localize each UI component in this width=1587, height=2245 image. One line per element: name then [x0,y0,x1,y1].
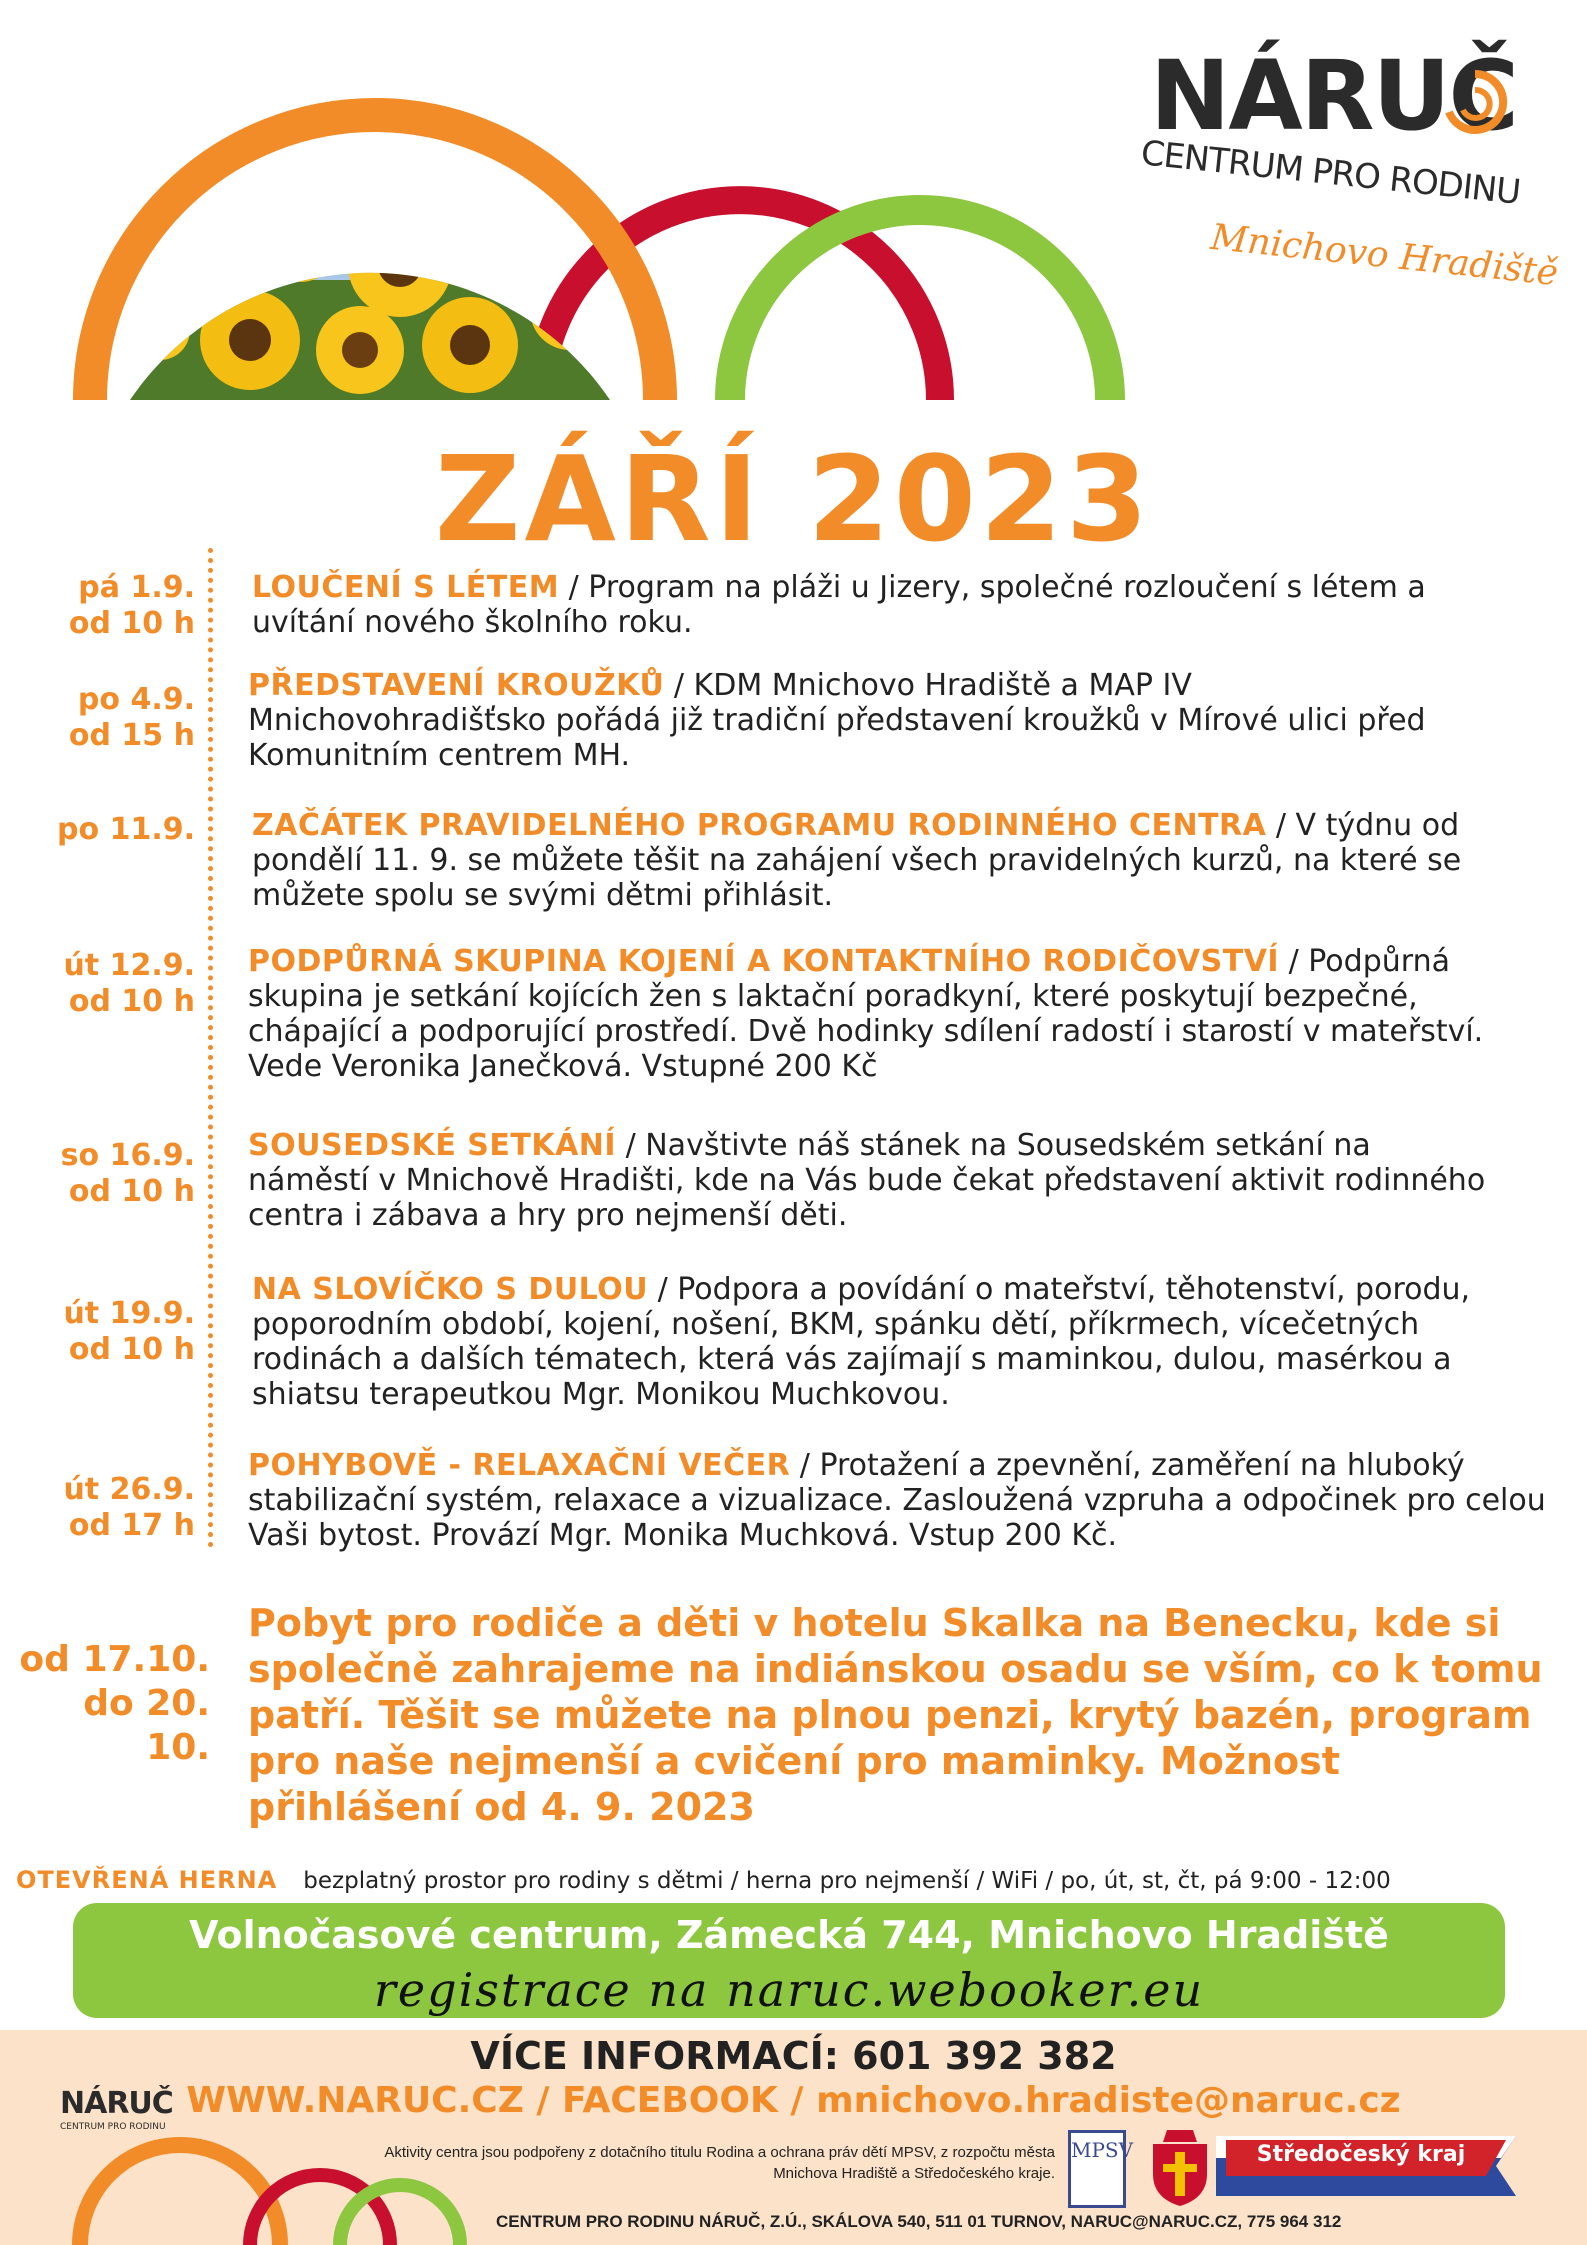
registration-link[interactable]: registrace na naruc.webooker.eu [373,1963,1205,2017]
event-title: PODPŮRNÁ SKUPINA KOJENÍ A KONTAKTNÍHO RODIČOVSTVÍ [248,944,1280,979]
event-description: / Program na pláži u Jizery, společné rozloučení s létem a uvítání nového školního roku. [252,570,1426,640]
event-title: POHYBOVĚ - RELAXAČNÍ VEČER [248,1448,791,1483]
event-title: NA SLOVÍČKO S DULOU [252,1272,649,1307]
event-text [252,1272,1552,1412]
event-text [252,808,1527,913]
web-links[interactable]: WWW.NARUC.CZ / FACEBOOK / mnichovo.hradiste@naruc.cz [186,2080,1401,2121]
stay-text: Pobyt pro rodiče a děti v hotelu Skalka na Benecku, kde si společně zahrajeme na indiánskou osadu se vším, co k tomu patří. Těšit se můžete na plnou penzi, krytý bazén, program pro naše nejmenší a cvičení pro maminky. Možnost přihlášení od 4. 9. 2023 [248,1601,1543,1829]
footer-green-arc [340,2185,460,2245]
event-date: út 19.9. od 10 h [63,1296,195,1367]
event-description: / Podpůrná skupina je setkání kojících žen s laktační poradkyní, které poskytují bezpečné, chápající a podporující prostředí. Dvě hodinky sdílení radostí i starostí v mateřství. Vede Veronika Janečková. Vstupné 200 Kč [248,944,1484,1084]
footer-address: CENTRUM PRO RODINU NÁRUČ, Z.Ú., SKÁLOVA 540, 511 01 TURNOV, NARUC@NARUC.CZ, 775 964 312 [496,2212,1342,2231]
logo-city: Mnichovo Hradiště [1208,216,1561,295]
footer-logo-subtitle: CENTRUM PRO RODINU [60,2122,166,2132]
playroom-info [16,1866,1576,1894]
event-description: / Navštivte náš stánek na Sousedském setkání na náměstí v Mnichově Hradišti, kde na Vás bude čekat představení aktivit rodinného centra i zábava a hry pro nejmenší děti. [248,1128,1486,1233]
event-description: / Podpora a povídání o mateřství, těhotenství, porodu, poporodním období, kojení, nošení, BKM, spánku dětí, příkrmech, vícečetných rodinách a dalších tématech, která vás zajímají s maminkou, dulou, masérkou a shiatsu terapeutkou Mgr. Monikou Muchkovou. [252,1272,1471,1412]
event-text [252,570,1522,640]
event-description: / V týdnu od pondělí 11. 9. se můžete těšit na zahájení všech pravidelných kurzů, na které se můžete spolu se svými dětmi přihlásit. [252,808,1462,913]
kraj-label: Středočeský kraj [1256,2142,1466,2167]
venue-banner [73,1903,1505,2018]
support-text: Aktivity centra jsou podpořeny z dotačního titulu Rodina a ochrana práv dětí MPSV, z rozpočtu města Mnichova Hradiště a Středočeského kraje. [384,2144,1055,2182]
month-title: ZÁŘÍ 2023 [434,430,1153,568]
playroom-text: bezplatný prostor pro rodiny s dětmi / herna pro nejmenší / WiFi / po, út, st, čt, pá 9:00 - 12:00 [303,1868,1391,1894]
event-description: / Protažení a zpevnění, zaměření na hluboký stabilizační systém, relaxace a vizualizace. Zasloužená vzpruha a odpočinek pro celou Vaši bytost. Provází Mgr. Monika Muchková. Vstup 200 Kč. [248,1448,1546,1553]
event-date: pá 1.9. od 10 h [68,570,195,641]
event-title: SOUSEDSKÉ SETKÁNÍ [248,1128,617,1163]
footer-logo-wordmark: NÁRUČ [60,2086,173,2121]
event-date: út 12.9. od 10 h [63,948,195,1019]
stay-date: od 17.10. do 20. 10. [19,1639,210,1768]
mpsv-logo: MPSV [1068,2130,1126,2208]
logo-swirl-icon [1435,64,1515,144]
logo-subtitle: CENTRUM PRO RODINU [1139,133,1522,213]
town-crest-icon [1145,2126,1215,2208]
event-title: PŘEDSTAVENÍ KROUŽKŮ [248,668,665,703]
footer [0,2030,1587,2245]
event-text [248,1128,1498,1233]
naruc-logo [1120,30,1560,320]
event-description: / KDM Mnichovo Hradiště a MAP IV Mnichovohradišťsko pořádá již tradiční představení kroužků v Mírové ulici před Komunitním centrem MH. [248,668,1426,773]
event-text [248,944,1548,1084]
playroom-title: OTEVŘENÁ HERNA [16,1866,278,1894]
event-date: po 4.9. od 15 h [68,682,195,753]
more-info-phone: VÍCE INFORMACÍ: 601 392 382 [470,2034,1117,2078]
logo-wordmark: NÁRUČ [1150,40,1517,152]
event-text [248,668,1478,773]
event-title: ZAČÁTEK PRAVIDELNÉHO PROGRAMU RODINNÉHO CENTRA [252,808,1267,843]
timeline-divider [208,548,213,1548]
event-date: út 26.9. od 17 h [63,1472,195,1543]
event-date: po 11.9. [57,812,195,847]
venue-address: Volnočasové centrum, Zámecká 744, Mnichovo Hradiště [189,1913,1389,1957]
event-text [248,1448,1548,1553]
header-artwork [0,0,1250,400]
event-title: LOUČENÍ S LÉTEM [252,570,560,605]
event-date: so 16.9. od 10 h [60,1138,195,1209]
